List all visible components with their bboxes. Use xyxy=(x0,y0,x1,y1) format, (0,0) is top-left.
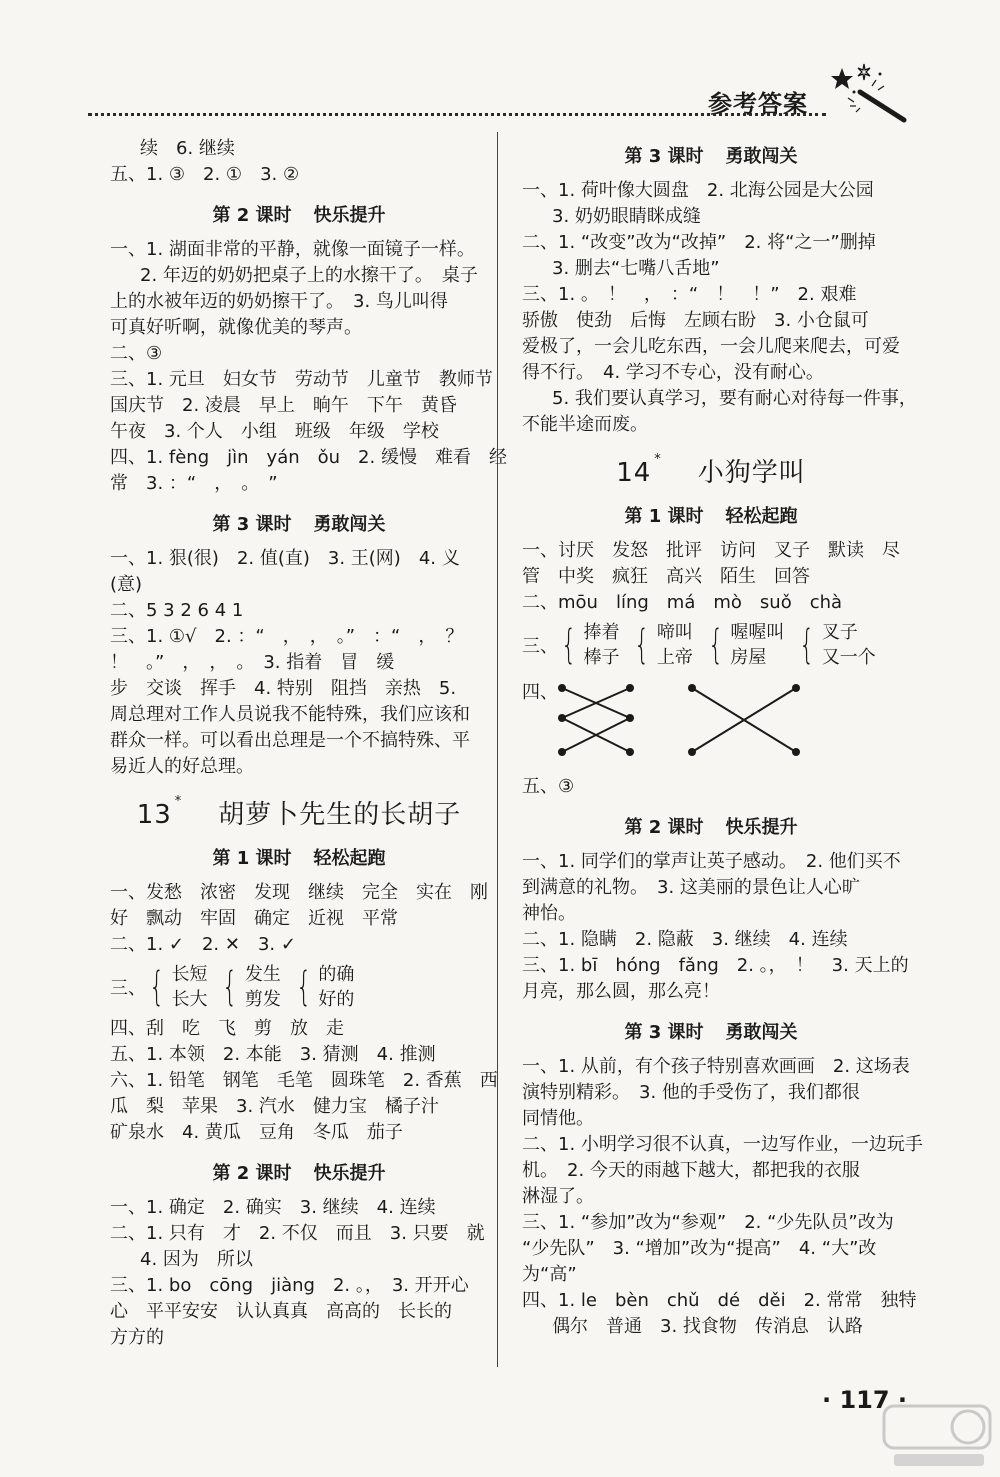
section-label: 第 2 课时 xyxy=(624,817,704,838)
brace-group: { 捧着 棒子 xyxy=(561,622,620,668)
answer-line: 四、1. le bèn chǔ dé děi 2. 常常 独特 xyxy=(522,1290,917,1311)
answer-line: 三、1. “参加”改为“参观” 2. “少先队员”改为 xyxy=(522,1212,894,1233)
section-heading xyxy=(110,1159,488,1185)
brace-word: 叉子 xyxy=(821,622,858,643)
answer-line: 一、1. 湖面非常的平静，就像一面镜子一样。 xyxy=(110,239,475,260)
lesson-title xyxy=(110,794,488,831)
section-heading xyxy=(522,142,900,168)
brace-answer-row xyxy=(110,960,488,1014)
answer-line: 方方的 xyxy=(110,1327,164,1348)
answer-line: 3. 奶奶眼睛眯成缝 xyxy=(552,206,701,227)
answer-label: 四、 xyxy=(522,682,558,703)
answer-line: 一、1. 同学们的掌声让英子感动。 2. 他们买不 xyxy=(522,851,901,872)
answer-line: 二、1. 隐瞒 2. 隐蔽 3. 继续 4. 连续 xyxy=(522,929,848,950)
section-heading xyxy=(522,502,900,528)
section-sub: 勇敢闯关 xyxy=(725,146,798,167)
brace-group: { 喔喔叫 房屋 xyxy=(707,622,785,668)
answer-line: 二、1. 只有 才 2. 不仅 而且 3. 只要 就 xyxy=(110,1223,485,1244)
answer-line: 好 飘动 牢固 确定 近视 平常 xyxy=(110,908,398,929)
answer-line: 四、刮 吃 飞 剪 放 走 xyxy=(110,1018,344,1039)
lesson-mark: * xyxy=(174,794,183,809)
brace-word: 喔喔叫 xyxy=(730,622,785,643)
answer-line: 三、1. 。 ！ ， ：“ ！ ！” 2. 艰难 xyxy=(522,284,857,305)
brace-word: 捧着 xyxy=(583,622,620,643)
brace-word: 剪发 xyxy=(244,989,281,1010)
answer-line: 矿泉水 4. 黄瓜 豆角 冬瓜 茄子 xyxy=(110,1122,403,1143)
brace-word: 上帝 xyxy=(656,647,693,668)
answer-line: 二、1. ✓ 2. ✕ 3. ✓ xyxy=(110,934,296,955)
section-label: 第 1 课时 xyxy=(212,848,292,869)
answer-line: 偶尔 普通 3. 找食物 传消息 认路 xyxy=(552,1316,863,1337)
answer-line: 骄傲 使劲 后悔 左顾右盼 3. 小仓鼠可 xyxy=(522,310,869,331)
answer-label: 三、 xyxy=(522,636,558,657)
right-column xyxy=(522,136,923,1340)
lesson-name: 小狗学叫 xyxy=(697,458,806,488)
section-label: 第 2 课时 xyxy=(212,1163,292,1184)
answer-line: 易近人的好总理。 xyxy=(110,756,254,777)
lesson-title xyxy=(522,452,900,489)
answer-line: 5. 我们要认真学习，要有耐心对待每一件事， xyxy=(552,388,917,409)
answer-line: 爱极了，一会儿吃东西，一会儿爬来爬去，可爱 xyxy=(522,336,900,357)
header-rule xyxy=(88,113,826,116)
section-label: 第 3 课时 xyxy=(212,514,292,535)
watermark-logo-icon xyxy=(880,1400,995,1472)
brace-group: { 叉子 又一个 xyxy=(799,622,876,668)
brace-group: { 啼叫 上帝 xyxy=(634,622,693,668)
answer-line: 一、发愁 浓密 发现 继续 完全 实在 刚 xyxy=(110,882,488,903)
section-label: 第 1 课时 xyxy=(624,506,704,527)
answer-line: 2. 年迈的奶奶把桌子上的水擦干了。 桌子 xyxy=(140,265,478,286)
brace-group: { 发生 剪发 xyxy=(222,964,281,1010)
brace-word: 好的 xyxy=(318,989,355,1010)
answer-line: 常 3. ：“ ， 。 ” xyxy=(110,473,278,494)
matching-diagram xyxy=(522,678,900,770)
answer-line: 步 交谈 挥手 4. 特别 阻挡 亲热 5. xyxy=(110,678,457,699)
answer-line: 六、1. 铅笔 钢笔 毛笔 圆珠笔 2. 香蕉 西 xyxy=(110,1070,498,1091)
section-sub: 勇敢闯关 xyxy=(313,514,386,535)
answer-line: 三、1. bo cōng jiàng 2. 。， 3. 开开心 xyxy=(110,1275,469,1296)
section-label: 第 3 课时 xyxy=(624,146,704,167)
answer-line: 一、1. 狠(很) 2. 值(直) 3. 王(网) 4. 义 xyxy=(110,548,460,569)
answer-line: 三、1. bī hóng fǎng 2. 。， ！ 3. 天上的 xyxy=(522,955,909,976)
answer-line: ！ 。” ， ， 。 3. 指着 冒 缓 xyxy=(110,652,395,673)
brace-word: 棒子 xyxy=(583,647,620,668)
answer-line: 五、③ xyxy=(522,776,575,797)
answer-line: 4. 因为 所以 xyxy=(140,1249,253,1270)
section-label: 第 3 课时 xyxy=(624,1022,704,1043)
answer-line: 二、③ xyxy=(110,343,163,364)
matching-lines-icon xyxy=(552,682,812,762)
answer-line: 四、1. fèng jìn yán ǒu 2. 缓慢 难看 经 xyxy=(110,447,507,468)
answer-line: 淋湿了。 xyxy=(522,1186,594,1207)
brace-word: 长大 xyxy=(171,989,208,1010)
answer-line: 一、讨厌 发怒 批评 访问 叉子 默读 尽 xyxy=(522,540,900,561)
section-heading xyxy=(110,510,488,536)
magic-wand-icon xyxy=(820,54,910,124)
answer-line: 到满意的礼物。 3. 这美丽的景色让人心旷 xyxy=(522,877,860,898)
section-sub: 快乐提升 xyxy=(725,817,798,838)
section-sub: 轻松起跑 xyxy=(725,506,798,527)
left-column xyxy=(110,136,507,1351)
brace-word: 的确 xyxy=(318,964,355,985)
answer-line: 瓜 梨 苹果 3. 汽水 健力宝 橘子汁 xyxy=(110,1096,439,1117)
answer-line: 不能半途而废。 xyxy=(522,414,648,435)
answer-line: 三、1. 元旦 妇女节 劳动节 儿童节 教师节 xyxy=(110,369,493,390)
answer-line: 机。 2. 今天的雨越下越大，都把我的衣服 xyxy=(522,1160,860,1181)
answer-line: 二、1. “改变”改为“改掉” 2. 将“之一”删掉 xyxy=(522,232,876,253)
brace-word: 啼叫 xyxy=(656,622,693,643)
answer-line: 二、mōu líng má mò suǒ chà xyxy=(522,592,843,613)
answer-line: 神怡。 xyxy=(522,903,576,924)
section-sub: 快乐提升 xyxy=(313,205,386,226)
section-heading xyxy=(522,1018,900,1044)
answer-line: 可真好听啊，就像优美的琴声。 xyxy=(110,317,362,338)
answer-line: 群众一样。可以看出总理是一个不搞特殊、平 xyxy=(110,730,470,751)
header-title: 参考答案 xyxy=(708,90,808,118)
section-heading xyxy=(110,201,488,227)
answer-line: 上的水被年迈的奶奶擦干了。 3. 鸟儿叫得 xyxy=(110,291,448,312)
answer-line: 月亮，那么圆，那么亮！ xyxy=(522,981,720,1002)
answer-line: 一、1. 确定 2. 确实 3. 继续 4. 连续 xyxy=(110,1197,436,1218)
brace-group: { 长短 长大 xyxy=(149,964,208,1010)
answer-line: 国庆节 2. 凌晨 早上 晌午 下午 黄昏 xyxy=(110,395,457,416)
answer-line: 同情他。 xyxy=(522,1108,594,1129)
answer-line: 演特别精彩。 3. 他的手受伤了，我们都很 xyxy=(522,1082,860,1103)
answer-line: 一、1. 荷叶像大圆盘 2. 北海公园是大公园 xyxy=(522,180,874,201)
brace-word: 又一个 xyxy=(821,647,876,668)
lesson-number: 13 xyxy=(136,800,172,830)
answer-line: “少先队” 3. “增加”改为“提高” 4. “大”改 xyxy=(522,1238,877,1259)
answer-line: 周总理对工作人员说我不能特殊，我们应该和 xyxy=(110,704,470,725)
brace-word: 长短 xyxy=(171,964,208,985)
answer-line: 一、1. 从前，有个孩子特别喜欢画画 2. 这场表 xyxy=(522,1056,910,1077)
section-sub: 轻松起跑 xyxy=(313,848,386,869)
lesson-name: 胡萝卜先生的长胡子 xyxy=(218,800,462,830)
answer-line: 得不行。 4. 学习不专心，没有耐心。 xyxy=(522,362,824,383)
answer-line: 心 平平安安 认认真真 高高的 长长的 xyxy=(110,1301,452,1322)
brace-word: 房屋 xyxy=(730,647,767,668)
brace-answer-row xyxy=(522,618,900,672)
answer-line: 3. 删去“七嘴八舌地” xyxy=(552,258,720,279)
section-label: 第 2 课时 xyxy=(212,205,292,226)
brace-word: 发生 xyxy=(244,964,281,985)
brace-group: { 的确 好的 xyxy=(295,964,355,1010)
section-sub: 勇敢闯关 xyxy=(725,1022,798,1043)
lesson-mark: * xyxy=(654,452,662,467)
answer-line: (意) xyxy=(110,574,143,595)
answer-line: 午夜 3. 个人 小组 班级 年级 学校 xyxy=(110,421,439,442)
section-heading xyxy=(522,813,900,839)
answer-label: 三、 xyxy=(110,978,146,999)
lesson-number: 14 xyxy=(616,458,652,488)
page-number: · 117 · xyxy=(822,1386,908,1414)
section-sub: 快乐提升 xyxy=(313,1163,386,1184)
answer-line: 管 中奖 疯狂 高兴 陌生 回答 xyxy=(522,566,810,587)
answer-line: 为“高” xyxy=(522,1264,577,1285)
answer-line: 二、1. 小明学习很不认真，一边写作业，一边玩手 xyxy=(522,1134,923,1155)
section-heading xyxy=(110,844,488,870)
column-divider xyxy=(497,132,498,1367)
answer-line: 五、1. ③ 2. ① 3. ② xyxy=(110,164,300,185)
answer-line: 三、1. ①√ 2. ：“ ， ， 。” ：“ ， ？ xyxy=(110,626,464,647)
answer-line: 二、5 3 2 6 4 1 xyxy=(110,600,244,621)
answer-line: 五、1. 本领 2. 本能 3. 猜测 4. 推测 xyxy=(110,1044,436,1065)
answer-line: 续 6. 继续 xyxy=(140,138,235,159)
